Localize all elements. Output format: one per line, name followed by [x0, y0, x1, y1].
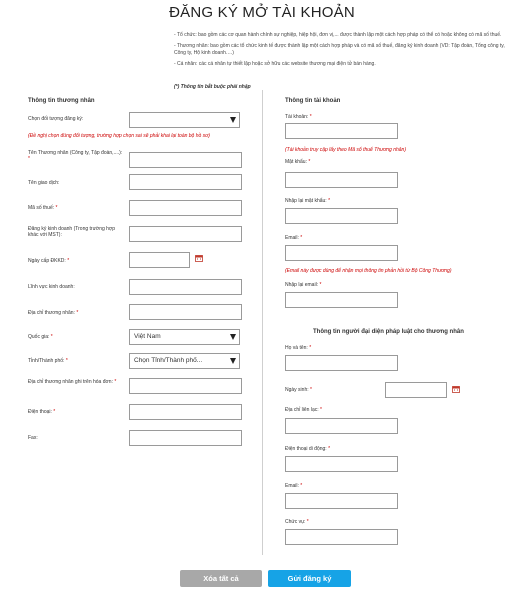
- target-select[interactable]: [129, 112, 240, 128]
- submit-button[interactable]: Gửi đăng ký: [268, 570, 351, 587]
- mobile-label: Điện thoại di động: *: [285, 446, 331, 452]
- note-trader: - Thương nhân: bao gồm các tổ chức kinh tế được thành lập một cách hợp pháp và có mã số thuế, đăng ký kinh doanh (VD: Tập đoàn, Tổng công ty, Công ty, Hộ kinh doanh….): [174, 43, 505, 56]
- note-organization: - Tổ chức: bao gồm các cơ quan hành chính sự nghiệp, hiệp hội, đơn vị,... được thành lập một cách hợp pháp có thể có hoặc không có mã số thuế.: [174, 32, 502, 38]
- province-select[interactable]: Chọn Tỉnh/Thành phố...: [129, 353, 240, 369]
- target-hint: (Đề nghị chọn đúng đối tượng, trường hợp chọn sai sẽ phải khai lại toàn bộ hồ sơ): [28, 133, 210, 139]
- phone-label: Điện thoại: *: [28, 409, 56, 415]
- birthday-label: Ngày sinh: *: [285, 387, 312, 393]
- trader-info-title: Thông tin thương nhân: [28, 98, 95, 104]
- country-label: Quốc gia: *: [28, 334, 53, 340]
- phone-input[interactable]: [129, 404, 242, 420]
- calendar-icon[interactable]: [452, 385, 460, 393]
- calendar-icon[interactable]: [195, 254, 203, 262]
- rep-email-input[interactable]: [285, 493, 398, 509]
- registered-address-label: Địa chỉ thương nhân ghi trên hóa đơn: *: [28, 379, 117, 385]
- fax-input[interactable]: [129, 430, 242, 446]
- trader-name-input[interactable]: [129, 152, 242, 168]
- clear-all-button[interactable]: Xóa tất cả: [180, 570, 262, 587]
- email-confirm-input[interactable]: [285, 292, 398, 308]
- account-label: Tài khoản: *: [285, 114, 312, 120]
- tax-code-input[interactable]: [129, 200, 242, 216]
- email-input[interactable]: [285, 245, 398, 261]
- trader-name-label: Tên Thương nhân (Công ty, Tập đoàn,....): *: [28, 150, 123, 162]
- trade-name-label: Tên giao dịch:: [28, 180, 60, 186]
- account-info-title: Thông tin tài khoản: [285, 98, 341, 104]
- full-name-label: Họ và tên: *: [285, 345, 312, 351]
- mobile-input[interactable]: [285, 456, 398, 472]
- legal-rep-title: Thông tin người đại diện pháp luật cho thương nhân: [313, 329, 464, 335]
- issue-date-input[interactable]: [129, 252, 190, 268]
- password-label: Mật khẩu: *: [285, 159, 311, 165]
- trader-address-label: Địa chỉ thương nhân: *: [28, 310, 79, 316]
- position-label: Chức vụ: *: [285, 519, 309, 525]
- contact-address-label: Địa chỉ liên lạc: *: [285, 407, 322, 413]
- trader-address-input[interactable]: [129, 304, 242, 320]
- account-input[interactable]: [285, 123, 398, 139]
- rep-email-label: Email: *: [285, 483, 303, 489]
- chevron-down-icon: [230, 117, 236, 123]
- province-label: Tỉnh/Thành phố: *: [28, 358, 68, 364]
- password-confirm-input[interactable]: [285, 208, 398, 224]
- position-input[interactable]: [285, 529, 398, 545]
- trade-name-input[interactable]: [129, 174, 242, 190]
- chevron-down-icon: [230, 334, 236, 340]
- email-confirm-label: Nhập lại email: *: [285, 282, 322, 288]
- email-label: Email: *: [285, 235, 303, 241]
- birthday-input[interactable]: [385, 382, 447, 398]
- business-field-label: Lĩnh vực kinh doanh:: [28, 284, 75, 290]
- email-hint: (Email này được dùng để nhận mọi thông tin phản hồi từ Bộ Công Thương): [285, 268, 452, 274]
- fax-label: Fax:: [28, 435, 38, 441]
- full-name-input[interactable]: [285, 355, 398, 371]
- note-individual: - Cá nhân: các cá nhân tự thiết lập hoặc sở hữu các website thương mại điện tử bán hàng.: [174, 61, 376, 67]
- page-title: ĐĂNG KÝ MỞ TÀI KHOẢN: [169, 4, 355, 21]
- contact-address-input[interactable]: [285, 418, 398, 434]
- required-note: (*) Thông tin bắt buộc phải nhập: [174, 84, 251, 90]
- column-divider: [262, 90, 263, 555]
- registration-notes: [174, 32, 514, 72]
- registered-address-input[interactable]: [129, 378, 242, 394]
- country-select[interactable]: Việt Nam: [129, 329, 240, 345]
- business-reg-input[interactable]: [129, 226, 242, 242]
- tax-code-label: Mã số thuế: *: [28, 205, 58, 211]
- account-hint: (Tài khoản truy cập lấy theo Mã số thuế Thương nhân): [285, 147, 406, 153]
- password-input[interactable]: [285, 172, 398, 188]
- chevron-down-icon: [230, 358, 236, 364]
- business-reg-label: Đăng ký kinh doanh (Trong trường hợp khác với MST):: [28, 226, 115, 238]
- password-confirm-label: Nhập lại mật khẩu: *: [285, 198, 331, 204]
- business-field-input[interactable]: [129, 279, 242, 295]
- target-label: Chọn đối tượng đăng ký:: [28, 116, 84, 122]
- issue-date-label: Ngày cấp ĐKKD: *: [28, 258, 70, 264]
